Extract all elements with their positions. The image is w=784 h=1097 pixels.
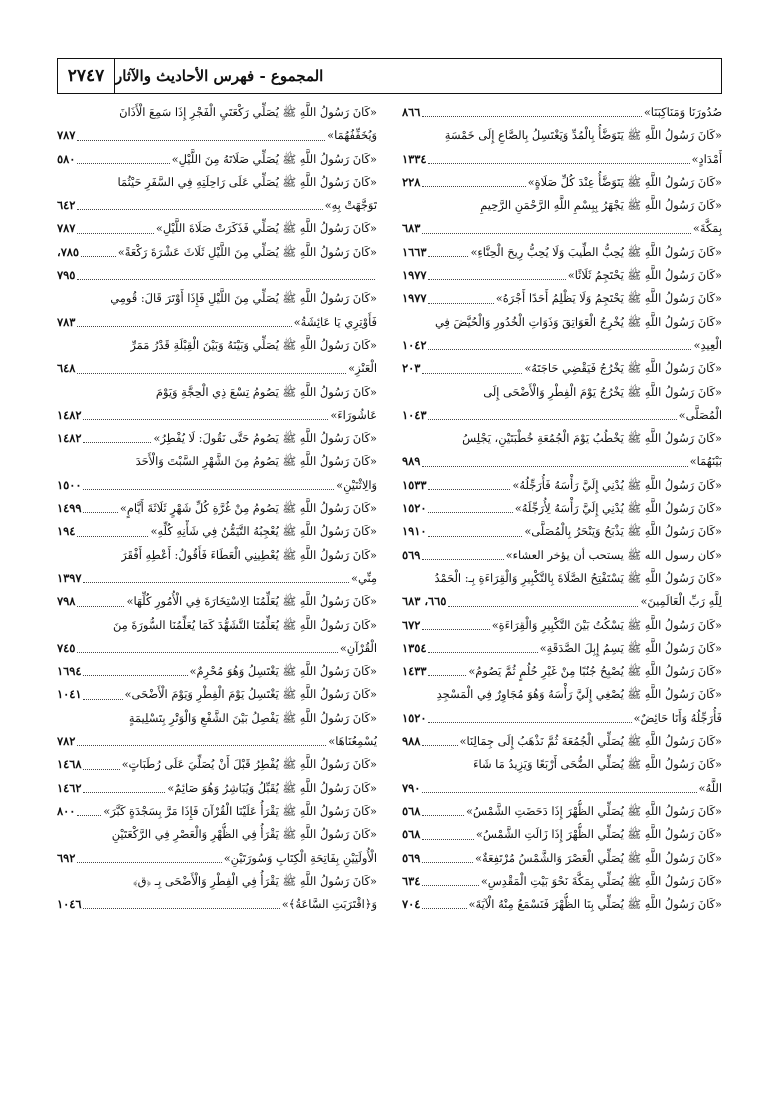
index-entry-line: [57, 544, 377, 567]
hadith-text: عَاشُورَاءَ»: [330, 407, 377, 422]
reference-number: ١٣٣٤: [402, 151, 427, 166]
left-column: [57, 101, 377, 916]
leader-dots: [422, 614, 489, 630]
leader-dots: [428, 334, 691, 350]
leader-dots: [83, 660, 187, 676]
hadith-text: «كَانَ رَسُولُ اللَّهِ ﷺ يَخْطُبُ يَوْمَ الْجُمُعَةِ خُطْبَتَيْنِ، يَجْلِسُ: [462, 431, 722, 446]
hadith-text: «كان رسول الله ﷺ يستحب أن يؤخر العشاء»: [505, 547, 722, 562]
leader-dots: [422, 217, 691, 233]
leader-dots: [77, 264, 375, 280]
reference-number: ٥٦٨: [402, 827, 421, 842]
index-entry-line: [402, 357, 722, 380]
reference-number: ٧٨٥،: [57, 244, 80, 259]
index-entry-line: [402, 567, 722, 590]
index-entry-line: [57, 590, 377, 613]
leader-dots: [422, 777, 696, 793]
reference-number: ٥٦٨: [402, 803, 421, 818]
hadith-text: «كَانَ رَسُولُ اللَّهِ ﷺ يُصَلِّي بِنَا الظُّهْرَ فَنَسْمَعُ مِنْهُ الْآيَةَ»: [468, 897, 722, 912]
reference-number: ١٩٧٧: [402, 291, 427, 306]
index-entry-line: [57, 450, 377, 473]
reference-number: ١٦٦٣: [402, 244, 427, 259]
index-entry-line: [402, 847, 722, 870]
hadith-text: «كَانَ رَسُولُ اللَّهِ ﷺ يُفْطِرُ قَبْلَ أَنْ يُصَلِّيَ عَلَى رُطَبَاتٍ»: [121, 757, 377, 772]
index-entry-line: [57, 777, 377, 800]
reference-number: ١٩٤: [57, 524, 76, 539]
index-entry-line: [402, 474, 722, 497]
index-entry-line: [402, 124, 722, 147]
hadith-text: «كَانَ رَسُولُ اللَّهِ ﷺ يَصُومُ تِسْعَ ذِي الْحِجَّةِ وَيَوْمَ: [155, 384, 377, 399]
hadith-text: الْقُرْآنِ»: [339, 640, 377, 655]
leader-dots: [428, 264, 565, 280]
hadith-text: «كَانَ رَسُولُ اللَّهِ ﷺ يَغْتَسِلُ وَهُوَ مُحْرِمٌ»: [189, 664, 377, 679]
index-entry-line: [402, 404, 722, 427]
index-entry-line: [57, 730, 377, 753]
index-entry-line: [57, 357, 377, 380]
hadith-text: «كَانَ رَسُولُ اللَّهِ ﷺ يُدْنِي إِلَيَّ رَأْسَهُ فَأُرَجِّلُهُ»: [512, 477, 722, 492]
reference-number: ١٩٧٧: [402, 268, 427, 283]
index-entry-line: [402, 777, 722, 800]
hadith-text: «كَانَ رَسُولُ اللَّهِ ﷺ يُصَلِّي الظُّهْرَ إِذَا دَحَضَتِ الشَّمْسُ»: [466, 803, 722, 818]
right-column: [402, 101, 722, 916]
leader-dots: [83, 683, 122, 699]
reference-number: ٦٤٨: [57, 361, 76, 376]
hadith-text: «كَانَ رَسُولُ اللَّهِ ﷺ يُصْبِحُ جُنُبًا مِنْ غَيْرِ حُلُمٍ ثُمَّ يَصُومُ»: [468, 664, 722, 679]
hadith-text: «كَانَ رَسُولُ اللَّهِ ﷺ يُصَلِّي مِنَ اللَّيْلِ ثَلَاثَ عَشْرَةَ رَكْعَةً»: [117, 244, 377, 259]
hadith-text: «كَانَ رَسُولُ اللَّهِ ﷺ يَصُومُ مِنْ غُرَّةِ كُلِّ شَهْرٍ ثَلَاثَةَ أَيَّامٍ»: [119, 501, 377, 516]
index-entry-line: [402, 614, 722, 637]
hadith-text: «كَانَ رَسُولُ اللَّهِ ﷺ يَذْبَحُ وَيَنْحَرُ بِالْمُصَلَّى»: [524, 524, 722, 539]
hadith-text: «كَانَ رَسُولُ اللَّهِ ﷺ يَسْتَفْتِحُ الصَّلَاةَ بِالتَّكْبِيرِ وَالْقِرَاءَةِ بِـ: الْحَمْدُ: [434, 570, 722, 585]
index-entry-line: [402, 730, 722, 753]
hadith-text: اللَّهُ»: [698, 780, 722, 795]
reference-number: ٧٨٧: [57, 221, 76, 236]
reference-number: ١٤٩٩: [57, 501, 82, 516]
reference-number: ٥٦٩: [402, 850, 421, 865]
leader-dots: [77, 194, 322, 210]
leader-dots: [422, 870, 478, 886]
hadith-text: بَيْنَهُمَا»: [689, 454, 722, 469]
page-title: المجموع - فهرس الأحاديث والآثار: [115, 67, 324, 85]
leader-dots: [428, 287, 493, 303]
reference-number: ٢٠٣: [402, 361, 421, 376]
leader-dots: [77, 520, 148, 536]
index-entry-line: [57, 264, 377, 287]
index-entry-line: [57, 683, 377, 706]
hadith-text: «كَانَ رَسُولُ اللَّهِ ﷺ يَتَوَضَّأُ بِالْمُدِّ وَيَغْتَسِلُ بِالصَّاعِ إِلَى خَمْسَةِ: [444, 128, 722, 143]
reference-number: ٦٤٢: [57, 198, 76, 213]
leader-dots: [77, 637, 337, 653]
index-entry-line: [402, 497, 722, 520]
hadith-text: «كَانَ رَسُولُ اللَّهِ ﷺ يَصُومُ مِنَ الشَّهْرِ السَّبْتَ وَالْأَحَدَ: [135, 454, 377, 469]
index-entry-line: [402, 334, 722, 357]
index-entry-line: [402, 311, 722, 334]
hadith-text: «كَانَ رَسُولُ اللَّهِ ﷺ يَقْرَأُ عَلَيْنَا الْقُرْآنَ فَإِذَا مَرَّ بِسَجْدَةٍ كَبَّرَ»: [103, 803, 377, 818]
leader-dots: [83, 427, 151, 443]
leader-dots: [422, 101, 641, 117]
index-entry-line: [57, 614, 377, 637]
hadith-text: «كَانَ رَسُولُ اللَّهِ ﷺ يَحْتَجِمُ وَلَا يَظْلِمُ أَحَدًا أَجْرَهُ»: [495, 291, 722, 306]
index-entry-line: [402, 450, 722, 473]
reference-number: ٦٣٤: [402, 873, 421, 888]
index-entry-line: [57, 800, 377, 823]
reference-number: ٩٨٨: [402, 734, 421, 749]
reference-number: ٥٨٠: [57, 151, 76, 166]
index-entry-line: [402, 683, 722, 706]
index-entry-line: [57, 148, 377, 171]
leader-dots: [448, 590, 638, 606]
leader-dots: [83, 753, 119, 769]
leader-dots: [428, 520, 522, 536]
reference-number: ١٥٢٠: [402, 710, 427, 725]
index-entry-line: [402, 753, 722, 776]
index-entry-line: [57, 847, 377, 870]
hadith-text: مِنِّي»: [350, 570, 377, 585]
hadith-text: «كَانَ رَسُولُ اللَّهِ ﷺ يُخْرِجُ الْعَوَاتِقَ وَذَوَاتِ الْخُدُورِ وَالْحُيَّضَ فِي: [434, 314, 722, 329]
reference-number: ١٠٤٣: [402, 407, 427, 422]
reference-number: ٦٧٢: [402, 617, 421, 632]
reference-number: ١٠٤٢: [402, 337, 427, 352]
page-number: ٢٧٤٧: [58, 59, 115, 93]
index-entry-line: [402, 101, 722, 124]
index-entry-line: [402, 241, 722, 264]
index-entry-line: [402, 171, 722, 194]
leader-dots: [83, 893, 279, 909]
index-entry-line: [402, 264, 722, 287]
leader-dots: [77, 800, 101, 816]
leader-dots: [422, 450, 687, 466]
leader-dots: [77, 357, 346, 373]
reference-number: ٦٩٢: [57, 850, 76, 865]
leader-dots: [428, 497, 512, 513]
hadith-text: «كَانَ رَسُولُ اللَّهِ ﷺ يَفْصِلُ بَيْنَ الشَّفْعِ وَالْوَتْرِ بِتَسْلِيمَةٍ: [128, 710, 377, 725]
reference-number: ١٥٢٠: [402, 501, 427, 516]
index-entry-line: [57, 707, 377, 730]
leader-dots: [428, 660, 466, 676]
leader-dots: [422, 357, 522, 373]
reference-number: ١٠٤١: [57, 687, 82, 702]
hadith-text: «كَانَ رَسُولُ اللَّهِ ﷺ يُصَلِّي رَكْعَتَيِ الْفَجْرِ إِذَا سَمِعَ الْأَذَانَ: [119, 105, 377, 119]
hadith-text: الْعِيدِ»: [693, 337, 722, 352]
hadith-text: يُسْمِعُنَاهَا»: [328, 734, 377, 749]
index-entry-line: [402, 520, 722, 543]
leader-dots: [428, 637, 537, 653]
hadith-text: «كَانَ رَسُولُ اللَّهِ ﷺ يُقَبِّلُ وَيُبَاشِرُ وَهُوَ صَائِمٌ»: [167, 780, 377, 795]
leader-dots: [422, 847, 473, 863]
reference-number: ١٥٠٠: [57, 477, 82, 492]
reference-number: ١٤٣٣: [402, 664, 427, 679]
leader-dots: [77, 148, 169, 164]
reference-number: ١٤٨٢: [57, 431, 82, 446]
leader-dots: [422, 171, 525, 187]
hadith-text: «كَانَ رَسُولُ اللَّهِ ﷺ يَصُومُ حَتَّى نَقُولَ: لَا يُفْطِرُ»: [153, 431, 377, 446]
reference-number: ٧٩٥: [57, 268, 76, 283]
index-entry-line: [57, 124, 377, 147]
reference-number: ٧٩٨: [57, 594, 76, 609]
reference-number: ١٤٦٢: [57, 780, 82, 795]
hadith-text: «كَانَ رَسُولُ اللَّهِ ﷺ يُصَلِّي الْجُمُعَةَ ثُمَّ نَذْهَبُ إِلَى جِمَالِنَا»: [459, 734, 722, 749]
index-entry-line: [57, 241, 377, 264]
reference-number: ٧٨٣: [57, 314, 76, 329]
index-entry-line: [57, 194, 377, 217]
hadith-text: «كَانَ رَسُولُ اللَّهِ ﷺ يَسْكُتُ بَيْنَ التَّكْبِيرِ وَالْقِرَاءَةِ»: [491, 617, 722, 632]
leader-dots: [77, 124, 325, 140]
index-entry-line: [402, 823, 722, 846]
index-entry-line: [402, 800, 722, 823]
hadith-text: فَأَوْتِرِي يَا عَائِشَةُ»: [293, 314, 377, 329]
hadith-text: «كَانَ رَسُولُ اللَّهِ ﷺ يَقْرَأُ فِي الظُّهْرِ وَالْعَصْرِ فِي الرَّكْعَتَيْنِ: [111, 827, 377, 842]
hadith-text: «كَانَ رَسُولُ اللَّهِ ﷺ يُصَلِّي مِنَ اللَّيْلِ فَإِذَا أَوْتَرَ قَالَ: قُومِي: [110, 291, 377, 306]
index-entry-line: [57, 637, 377, 660]
hadith-text: «كَانَ رَسُولُ اللَّهِ ﷺ يُصَلِّي الْعَصْرَ وَالشَّمْسُ مُرْتَفِعَةٌ»: [475, 850, 722, 865]
index-entry-line: [57, 497, 377, 520]
index-entry-line: [57, 753, 377, 776]
reference-number: ٨٠٠: [57, 803, 76, 818]
hadith-text: الْأُولَيَيْنِ بِفَاتِحَةِ الْكِتَابِ وَسُورَتَيْنِ»: [223, 850, 377, 865]
leader-dots: [428, 707, 631, 723]
reference-number: ٧٩٠: [402, 780, 421, 795]
index-entry-line: [57, 287, 377, 310]
hadith-text: صُدُورَنَا وَمَنَاكِبَنَا»: [643, 105, 722, 119]
hadith-text: «كَانَ رَسُولُ اللَّهِ ﷺ يَجْهَرُ بِبِسْمِ اللَّهِ الرَّحْمَنِ الرَّحِيمِ: [480, 198, 722, 213]
hadith-text: «كَانَ رَسُولُ اللَّهِ ﷺ يُدْنِي إِلَيَّ رَأْسَهُ لِأُرَجِّلَهُ»: [514, 501, 722, 516]
index-entry-line: [57, 404, 377, 427]
hadith-text: «كَانَ رَسُولُ اللَّهِ ﷺ يَقْرَأُ فِي الْفِطْرِ وَالْأَضْحَى بِـ ﴿ق﴾: [132, 873, 377, 888]
reference-number: ١٩١٠: [402, 524, 427, 539]
leader-dots: [428, 474, 510, 490]
leader-dots: [428, 148, 689, 164]
reference-number: ٥٦٩: [402, 547, 421, 562]
index-entry-line: [57, 311, 377, 334]
hadith-text: «كَانَ رَسُولُ اللَّهِ ﷺ يُصَلِّي وَبَيْنَهُ وَبَيْنَ الْقِبْلَةِ قَدْرُ مَمَرِّ: [130, 337, 377, 352]
hadith-text: «كَانَ رَسُولُ اللَّهِ ﷺ يُصَلِّي فَذَكَرَتْ صَلَاةَ اللَّيْلِ»: [155, 221, 377, 236]
leader-dots: [428, 241, 468, 257]
index-entry-line: [57, 427, 377, 450]
index-entry-line: [57, 567, 377, 590]
leader-dots: [83, 567, 349, 583]
reference-number: ١٤٨٢: [57, 407, 82, 422]
leader-dots: [422, 823, 474, 839]
reference-number: ٩٨٩: [402, 454, 421, 469]
leader-dots: [83, 497, 117, 513]
reference-number: ١٦٩٤: [57, 664, 82, 679]
leader-dots: [422, 730, 457, 746]
hadith-text: فَأُرَجِّلُهُ وَأَنَا حَائِضٌ»: [633, 710, 722, 725]
index-entry-line: [402, 590, 722, 613]
leader-dots: [77, 217, 154, 233]
reference-number: ١٣٥٤: [402, 640, 427, 655]
hadith-text: «كَانَ رَسُولُ اللَّهِ ﷺ يَتَوَضَّأُ عِنْدَ كُلِّ صَلَاةٍ»: [527, 174, 722, 189]
leader-dots: [77, 730, 326, 746]
reference-number: ٦٨٣: [402, 221, 421, 236]
hadith-text: وَ﴿اقْتَرَبَتِ السَّاعَةُ﴾»: [281, 897, 377, 912]
reference-number: ٧٨٧: [57, 128, 76, 143]
hadith-text: «كَانَ رَسُولُ اللَّهِ ﷺ يُصَلِّي الضُّحَى أَرْبَعًا وَيَزِيدُ مَا شَاءَ: [473, 757, 722, 772]
hadith-text: «كَانَ رَسُولُ اللَّهِ ﷺ يَسِمُ إِبِلَ الصَّدَقَةِ»: [539, 640, 722, 655]
leader-dots: [83, 777, 165, 793]
hadith-text: أَمْدَادٍ»: [691, 151, 722, 166]
leader-dots: [77, 590, 124, 606]
hadith-text: بِمَكَّةَ»: [692, 221, 722, 236]
index-entry-line: [57, 217, 377, 240]
hadith-text: «كَانَ رَسُولُ اللَّهِ ﷺ يَغْتَسِلُ يَوْمَ الْفِطْرِ وَيَوْمَ الْأَضْحَى»: [124, 687, 377, 702]
leader-dots: [422, 544, 503, 560]
hadith-text: «كَانَ رَسُولُ اللَّهِ ﷺ يُصْغِي إِلَيَّ رَأْسَهُ وَهُوَ مُجَاوِرٌ فِي الْمَسْجِدِ: [436, 687, 722, 702]
index-entry-line: [402, 893, 722, 916]
index-entry-line: [57, 381, 377, 404]
leader-dots: [428, 404, 676, 420]
hadith-text: «كَانَ رَسُولُ اللَّهِ ﷺ يُعْجِبُهُ التَّيَمُّنُ فِي شَأْنِهِ كُلِّهِ»: [150, 524, 377, 539]
reference-number: ١٤٦٨: [57, 757, 82, 772]
leader-dots: [83, 474, 334, 490]
leader-dots: [77, 847, 221, 863]
page-header: [57, 58, 722, 94]
index-entry-line: [57, 474, 377, 497]
reference-number: ٧٠٤: [402, 897, 421, 912]
hadith-text: «كَانَ رَسُولُ اللَّهِ ﷺ يُحِبُّ الطِّيبَ وَلَا يُحِبُّ رِيحَ الْحِنَّاءِ»: [470, 244, 722, 259]
hadith-text: «كَانَ رَسُولُ اللَّهِ ﷺ يُصَلِّي بِمَكَّةَ نَحْوَ بَيْتِ الْمَقْدِسِ»: [480, 873, 722, 888]
index-entry-line: [57, 870, 377, 893]
leader-dots: [81, 241, 116, 257]
reference-number: ١٣٩٧: [57, 570, 82, 585]
leader-dots: [77, 311, 291, 327]
index-entry-line: [402, 637, 722, 660]
hadith-text: «كَانَ رَسُولُ اللَّهِ ﷺ يُصَلِّي الظُّهْرَ إِذَا زَالَتِ الشَّمْسُ»: [475, 827, 722, 842]
index-entry-line: [402, 287, 722, 310]
index-entry-line: [57, 101, 377, 124]
hadith-text: «كَانَ رَسُولُ اللَّهِ ﷺ يُعْطِينِي الْعَطَاءَ فَأَقُولُ: أَعْطِهِ أَفْقَرَ: [121, 547, 377, 562]
hadith-text: «كَانَ رَسُولُ اللَّهِ ﷺ يَخْرُجُ فَيَقْضِي حَاجَتَهُ»: [524, 361, 722, 376]
index-entry-line: [57, 171, 377, 194]
hadith-text: «كَانَ رَسُولُ اللَّهِ ﷺ يَحْتَجِمُ ثَلَاثًا»: [567, 268, 722, 283]
reference-number: ٧٤٥: [57, 640, 76, 655]
hadith-text: لِلَّهِ رَبِّ الْعَالَمِينَ»: [640, 594, 722, 609]
index-entry-line: [57, 520, 377, 543]
index-entry-line: [57, 893, 377, 916]
index-entry-line: [402, 707, 722, 730]
index-entry-line: [402, 544, 722, 567]
hadith-text: وَيُخَفِّفُهُمَا»: [327, 128, 377, 143]
leader-dots: [422, 800, 464, 816]
hadith-text: الْعَنْزِ»: [348, 361, 377, 376]
index-entry-line: [402, 660, 722, 683]
reference-number: ١٠٤٦: [57, 897, 82, 912]
leader-dots: [422, 893, 466, 909]
index-entry-line: [402, 217, 722, 240]
index-entry-line: [402, 148, 722, 171]
reference-number: ٦٦٥، ٦٨٣: [402, 594, 447, 609]
leader-dots: [83, 404, 328, 420]
index-entry-line: [402, 381, 722, 404]
hadith-text: «كَانَ رَسُولُ اللَّهِ ﷺ يُعَلِّمُنَا التَّشَهُّدَ كَمَا يُعَلِّمُنَا السُّورَةَ مِنَ: [112, 617, 377, 632]
index-entry-line: [402, 194, 722, 217]
reference-number: ٧٨٢: [57, 734, 76, 749]
reference-number: ٨٦٦: [402, 105, 421, 119]
hadith-text: «كَانَ رَسُولُ اللَّهِ ﷺ يُصَلِّي عَلَى رَاحِلَتِهِ فِي السَّفَرِ حَيْثُمَا: [117, 174, 377, 189]
hadith-text: تَوَجَّهَتْ بِهِ»: [324, 198, 377, 213]
index-entry-line: [57, 660, 377, 683]
hadith-text: «كَانَ رَسُولُ اللَّهِ ﷺ يُصَلِّي صَلَاتَهُ مِنَ اللَّيْلِ»: [171, 151, 377, 166]
hadith-text: وَالِاثْنَيْنِ»: [336, 477, 377, 492]
index-entry-line: [402, 427, 722, 450]
hadith-text: «كَانَ رَسُولُ اللَّهِ ﷺ يُعَلِّمُنَا الِاسْتِخَارَةَ فِي الْأُمُورِ كُلِّهَا»: [126, 594, 377, 609]
index-entry-line: [402, 870, 722, 893]
index-entry-line: [57, 334, 377, 357]
reference-number: ٢٢٨: [402, 174, 421, 189]
reference-number: ١٥٣٣: [402, 477, 427, 492]
hadith-text: «كَانَ رَسُولُ اللَّهِ ﷺ يَخْرُجُ يَوْمَ الْفِطْرِ وَالْأَضْحَى إِلَى: [483, 384, 722, 399]
hadith-text: الْمُصَلَّى»: [678, 407, 722, 422]
index-entry-line: [57, 823, 377, 846]
